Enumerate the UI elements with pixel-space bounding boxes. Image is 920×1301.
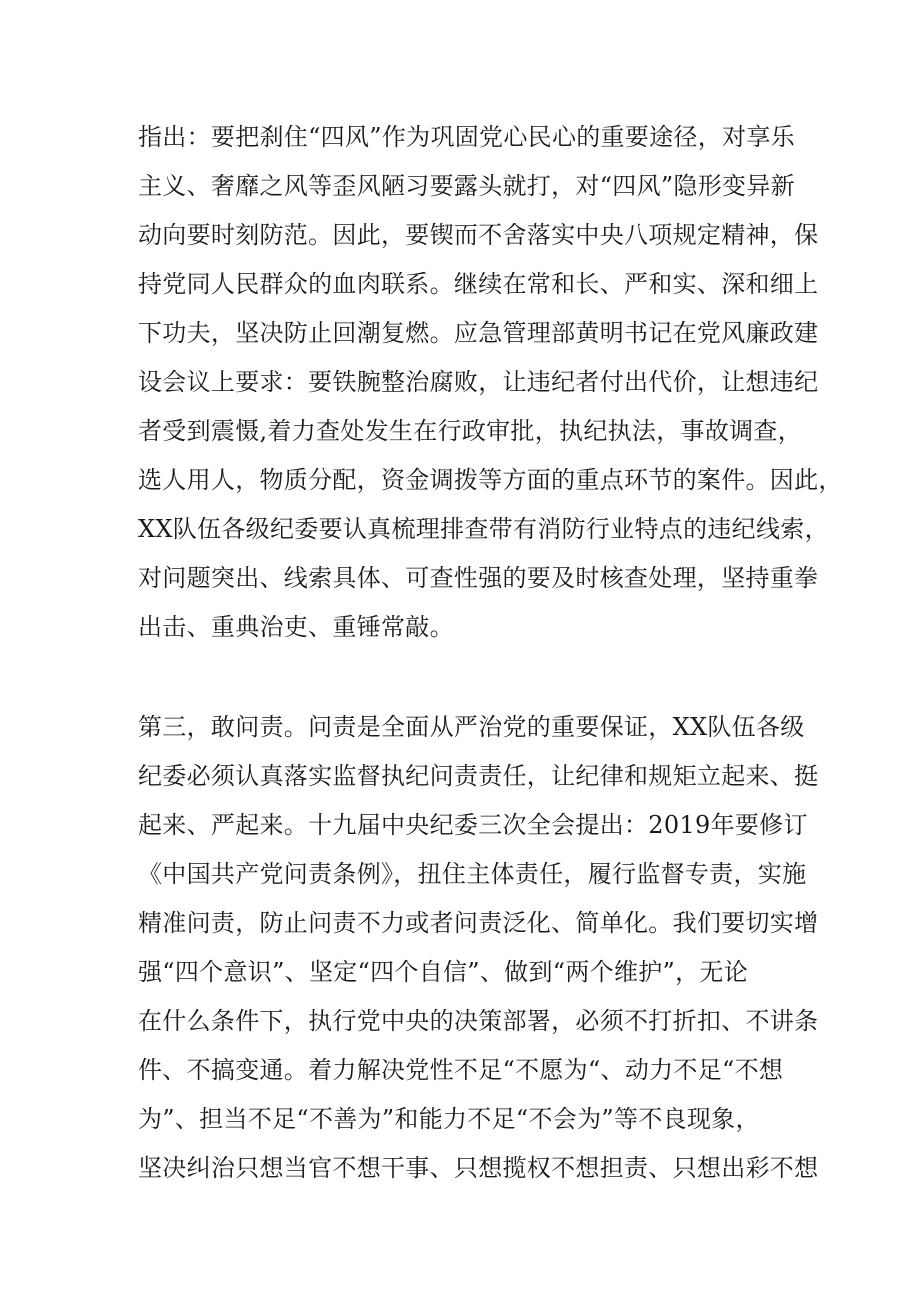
paragraph-discipline-enforcement — [138, 113, 843, 652]
text-line: 第三，敢问责。问责是全面从严治党的重要保证，XX队伍各级 — [138, 713, 805, 741]
text-line: 设会议上要求：要铁腕整治腐败，让违纪者付出代价，让想违纪 — [138, 368, 819, 396]
text-line: 下功夫，坚决防止回潮复燃。应急管理部黄明书记在党风廉政建 — [138, 319, 819, 347]
text-line: 纪委必须认真落实监督执纪问责责任，让纪律和规矩立起来、挺 — [138, 762, 819, 790]
text-line: 对问题突出、线索具体、可查性强的要及时核查处理，坚持重拳 — [138, 564, 819, 592]
text-line: 为”、担当不足“不善为”和能力不足“不会为”等不良现象， — [138, 1105, 760, 1133]
text-line: 动向要时刻防范。因此，要锲而不舍落实中央八项规定精神，保 — [138, 221, 819, 249]
text-line: 出击、重典治吏、重锤常敲。 — [138, 613, 454, 641]
text-line: 主义、奢靡之风等歪风陋习要露头就打，对“四风”隐形变异新 — [138, 172, 795, 200]
text-line: 者受到震慑,着力查处发生在行政审批，执纪执法，事故调查， — [138, 417, 803, 445]
text-line: 在什么条件下，执行党中央的决策部署，必须不打折扣、不讲条 — [138, 1007, 819, 1035]
text-line: 《中国共产党问责条例》，扭住主体责任，履行监督专责，实施 — [138, 860, 807, 888]
text-line: 指出：要把刹住“四风”作为巩固党心民心的重要途径，对享乐 — [138, 123, 795, 151]
text-line: 起来、严起来。十九届中央纪委三次全会提出：2019年要修订 — [138, 811, 808, 839]
text-line: 坚决纠治只想当官不想干事、只想揽权不想担责、只想出彩不想 — [138, 1154, 819, 1182]
text-line: 强“四个意识”、坚定“四个自信”、做到“两个维护”，无论 — [138, 958, 749, 986]
text-line: XX队伍各级纪委要认真梳理排查带有消防行业特点的违纪线索， — [138, 515, 829, 543]
text-line: 精准问责，防止问责不力或者问责泛化、简单化。我们要切实增 — [138, 909, 819, 937]
text-line: 持党同人民群众的血肉联系。继续在常和长、严和实、深和细上 — [138, 270, 819, 298]
text-line: 件、不搞变通。着力解决党性不足“不愿为“、动力不足“不想 — [138, 1056, 784, 1084]
paragraph-accountability — [138, 703, 819, 1193]
text-line: 选人用人，物质分配，资金调拨等方面的重点环节的案件。因此， — [138, 466, 843, 494]
